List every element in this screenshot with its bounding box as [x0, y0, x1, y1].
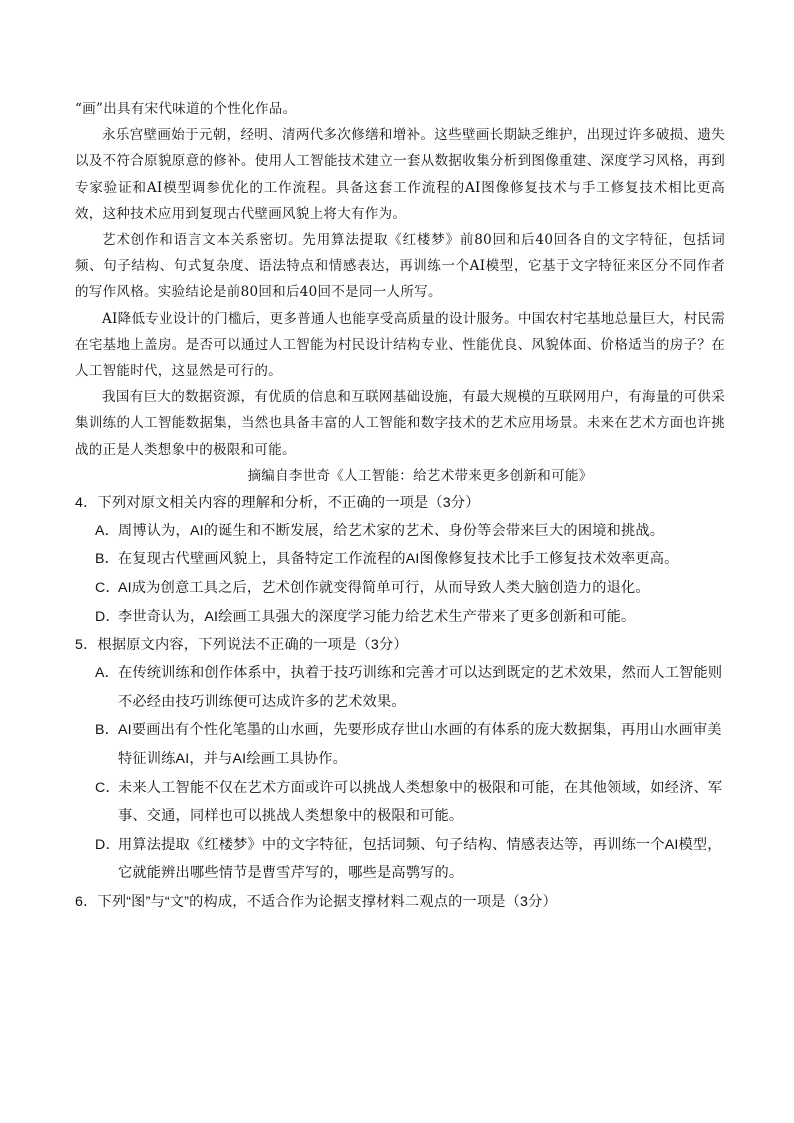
option-text: 李世奇认为，AI绘画工具强大的深度学习能力给艺术生产带来了更多创新和可能。 — [118, 608, 636, 625]
article-paragraph: AI降低专业设计的门槛后，更多普通人也能享受高质量的设计服务。中国农村宅基地总量巨大，村民需在宅基地上盖房。是否可以通过人工智能为村民设计结构专业、性能优良、风貌体面、价格适当的房子？在人工智能时代，这显然是可行的。 — [75, 310, 725, 380]
question-stem — [75, 888, 725, 916]
option-letter: C． — [95, 580, 120, 597]
question-stem — [75, 489, 725, 517]
article-paragraph: 永乐宫壁画始于元朝，经明、清两代多次修缮和增补。这些壁画长期缺乏维护，出现过许多破损、遗失以及不符合原貌原意的修补。使用人工智能技术建立一套从数据收集分析到图像重建、深度学习风格，再到专家验证和AI模型调参优化的工作流程。具备这套工作流程的AI图像修复技术与手工修复技术相比更高效，这种技术应用到复现古代壁画风貌上将大有作为。 — [75, 127, 725, 222]
question-6 — [75, 888, 725, 916]
option-text: AI成为创意工具之后，艺术创作就变得简单可行，从而导致人类大脑创造力的退化。 — [118, 580, 650, 597]
article-paragraph: 艺术创作和语言文本关系密切。先用算法提取《红楼梦》前80回和后40回各自的文字特征，包括词频、句子结构、句式复杂度、语法特点和情感表达，再训练一个AI模型，它基于文字特征来区分不同作者的写作风格。实验结论是前80回和后40回不是同一人所写。 — [75, 232, 725, 301]
option-text: AI要画出有个性化笔墨的山水画，先要形成存世山水画的有体系的庞大数据集，再用山水画审美特征训练AI，并与AI绘画工具协作。 — [118, 722, 722, 767]
question-text: 根据原文内容，下列说法不正确的一项是（3分） — [97, 637, 408, 654]
question-stem — [75, 631, 725, 659]
article-paragraph: 我国有巨大的数据资源，有优质的信息和互联网基础设施，有最大规模的互联网用户，有海量的可供采集训练的人工智能数据集，当然也具备丰富的人工智能和数字技术的艺术应用场景。未来在艺术方面也许挑战的正是人类想象中的极限和可能。 — [75, 389, 725, 458]
question-text: 下列对原文相关内容的理解和分析，不正确的一项是（3分） — [97, 494, 480, 511]
option-text: 周博认为，AI的诞生和不断发展，给艺术家的艺术、身份等会带来巨大的困境和挑战。 — [118, 522, 665, 539]
option-letter: A． — [95, 665, 120, 682]
option-text: 未来人工智能不仅在艺术方面或许可以挑战人类想象中的极限和可能，在其他领域，如经济、军事、交通，同样也可以挑战人类想象中的极限和可能。 — [118, 779, 723, 825]
option-d[interactable] — [75, 603, 725, 632]
option-text: 用算法提取《红楼梦》中的文字特征，包括词频、句子结构、情感表达等，再训练一个AI模型，它就能辨出哪些情节是曹雪芹写的，哪些是高鹗写的。 — [118, 836, 722, 882]
option-letter: C． — [95, 779, 120, 796]
option-text: 在传统训练和创作体系中，执着于技巧训练和完善才可以达到既定的艺术效果，然而人工智能则不必经由技巧训练便可达成许多的艺术效果。 — [118, 665, 723, 710]
document-page — [75, 96, 725, 916]
option-text: 在复现古代壁画风貌上，具备特定工作流程的AI图像修复技术比手工修复技术效率更高。 — [118, 551, 679, 568]
option-d[interactable] — [75, 831, 725, 888]
option-letter: D． — [95, 836, 120, 853]
article-paragraph: “画”出具有宋代味道的个性化作品。 — [75, 101, 297, 117]
option-c[interactable] — [75, 774, 725, 831]
question-text: 下列“图”与“文”的构成，不适合作为论据支撑材料二观点的一项是（3分） — [97, 893, 557, 910]
question-number: 4． — [75, 494, 98, 511]
question-number: 6． — [75, 893, 98, 910]
option-b[interactable] — [75, 716, 725, 773]
option-letter: A． — [95, 522, 120, 539]
article-source: 摘编自李世奇《人工智能：给艺术带来更多创新和可能》 — [247, 467, 593, 484]
option-letter: B． — [95, 551, 120, 568]
option-letter: D． — [95, 608, 120, 625]
option-b[interactable] — [75, 545, 725, 574]
option-letter: B． — [95, 722, 120, 739]
question-5 — [75, 631, 725, 888]
article-body — [75, 96, 725, 489]
option-a[interactable] — [75, 659, 725, 716]
question-4 — [75, 489, 725, 631]
question-number: 5． — [75, 637, 98, 654]
option-a[interactable] — [75, 517, 725, 546]
option-c[interactable] — [75, 574, 725, 603]
